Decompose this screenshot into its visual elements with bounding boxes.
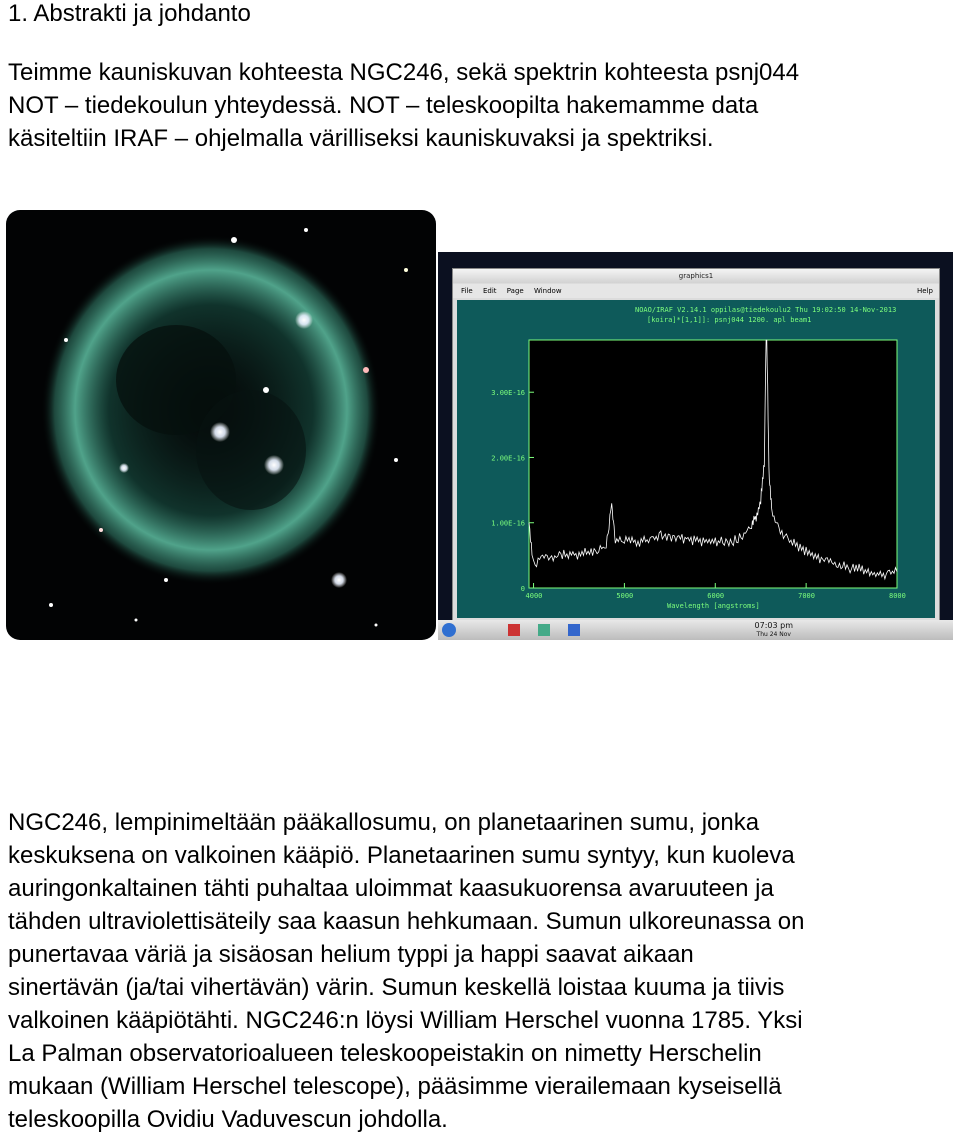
x-tick-label: 6000 [707, 592, 725, 600]
body-line: mukaan (William Herschel telescope), pääsimme vierailemaan kyseisellä [8, 1073, 782, 1100]
body-line: sinertävän (ja/tai vihertävän) värin. Sumun keskellä loistaa kuuma ja tiivis [8, 974, 785, 1001]
y-tick-label: 1.00E-16 [491, 519, 525, 528]
y-axis-ticks [491, 389, 534, 593]
body-line: punertavaa väriä ja sisäosan helium typpi ja happi saavat aikaan [8, 941, 694, 968]
body-line: La Palman observatorioalueen teleskoopeistakin on nimetty Herschelin [8, 1040, 762, 1067]
spectrum-chart [457, 300, 935, 618]
body-line: tähden ultraviolettisäteily saa kaasun hehkumaan. Sumun ulkoreunassa on [8, 908, 805, 935]
menu-file[interactable]: File [461, 287, 473, 295]
nebula-image [6, 210, 436, 640]
body-line: valkoinen kääpiötähti. NGC246:n löysi William Herschel vuonna 1785. Yksi [8, 1007, 803, 1034]
body-line: auringonkaltainen tähti puhaltaa uloimmat kaasukuorensa avaruuteen ja [8, 875, 774, 902]
taskbar-app-icon[interactable] [538, 624, 550, 636]
chart-title-line-1: NOAO/IRAF V2.14.1 oppilas@tiedekoulu2 Thu 19:02:50 14-Nov-2013 [635, 306, 897, 314]
start-menu-icon[interactable] [442, 623, 456, 637]
clock-date: Thu 24 Nov [756, 631, 791, 638]
x-tick-label: 5000 [616, 592, 634, 600]
taskbar-app-icon[interactable] [508, 624, 520, 636]
taskbar-clock [755, 621, 793, 639]
body-line: keskuksena on valkoinen kääpiö. Planetaarinen sumu syntyy, kun kuoleva [8, 842, 795, 869]
section-heading: 1. Abstrakti ja johdanto [8, 0, 251, 27]
x-axis-label: Wavelength [angstroms] [667, 602, 760, 610]
intro-line: käsiteltiin IRAF – ohjelmalla värilliseksi kauniskuvaksi ja spektriksi. [8, 125, 714, 152]
x-tick-label: 4000 [525, 592, 543, 600]
iraf-screenshot [438, 252, 953, 640]
intro-paragraph [8, 56, 958, 155]
body-paragraph [8, 806, 960, 1136]
y-tick-label: 0 [520, 585, 525, 593]
y-tick-label: 3.00E-16 [491, 389, 525, 398]
chart-title-line-2: [koira]*[1,1]]: psnj044 1200. apl beam1 [647, 316, 812, 324]
window-titlebar: graphics1 [453, 269, 939, 283]
menu-window[interactable]: Window [533, 287, 562, 295]
taskbar [438, 620, 953, 640]
menu-edit[interactable]: Edit [482, 287, 497, 295]
graphics-window [452, 268, 940, 626]
menu-help[interactable]: Help [917, 287, 933, 295]
clock-time: 07:03 pm [754, 621, 793, 630]
x-tick-label: 8000 [889, 592, 906, 600]
intro-line: NOT – tiedekoulun yhteydessä. NOT – teleskoopilta hakemamme data [8, 92, 759, 119]
y-tick-label: 2.00E-16 [491, 454, 525, 463]
body-line: NGC246, lempinimeltään pääkallosumu, on planetaarinen sumu, jonka [8, 809, 760, 836]
body-line: teleskoopilla Ovidiu Vaduvescun johdolla. [8, 1106, 448, 1133]
menu-bar [453, 284, 939, 298]
x-tick-label: 7000 [798, 592, 815, 600]
intro-line: Teimme kauniskuvan kohteesta NGC246, sekä spektrin kohteesta psnj044 [8, 59, 800, 86]
menu-page[interactable]: Page [506, 287, 524, 295]
taskbar-app-icon[interactable] [568, 624, 580, 636]
plot-area [457, 300, 935, 618]
